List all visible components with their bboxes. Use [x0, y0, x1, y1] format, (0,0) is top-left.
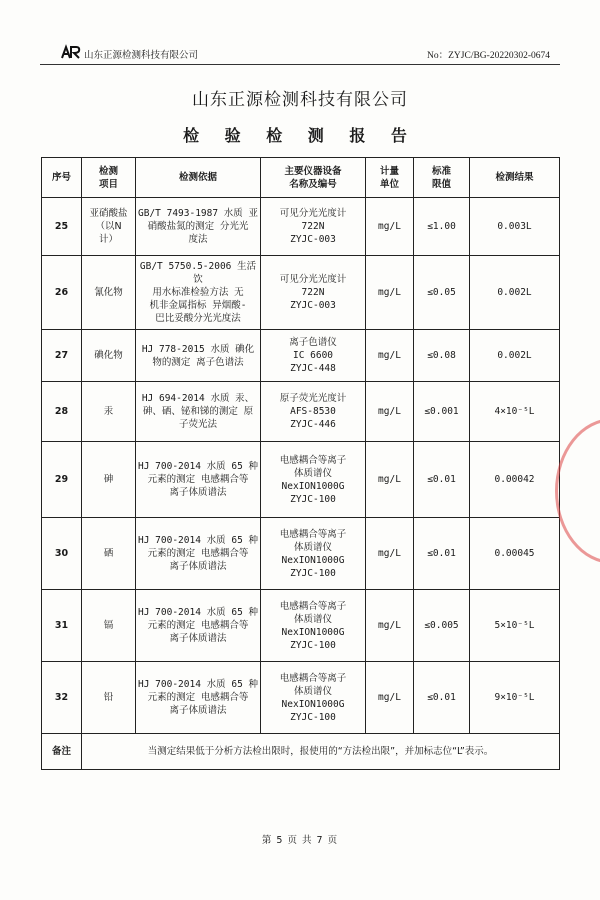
header-result: 检测结果: [470, 158, 560, 198]
table-row: [42, 330, 560, 382]
row-limit: ≤0.005: [414, 590, 470, 662]
row-limit: ≤0.01: [414, 442, 470, 518]
header-unit: [366, 158, 414, 198]
row-result: 0.00045: [470, 518, 560, 590]
row-seq: 26: [42, 256, 82, 330]
header-basis: 检测依据: [136, 158, 261, 198]
table-row: [42, 198, 560, 256]
remark-text: 当测定结果低于分析方法检出限时，报使用的“方法检出限”，并加标志位“L”表示。: [82, 734, 560, 770]
row-item: 硒: [82, 518, 136, 590]
row-seq: 28: [42, 382, 82, 442]
company-title: 山东正源检测科技有限公司: [192, 90, 408, 110]
row-seq: 32: [42, 662, 82, 734]
table-row: [42, 382, 560, 442]
row-unit: mg/L: [366, 442, 414, 518]
row-basis: HJ 700-2014 水质 65 种 元素的测定 电感耦合等 离子体质谱法: [136, 662, 261, 734]
row-basis: GB/T 7493-1987 水质 亚 硝酸盐氮的测定 分光光 度法: [136, 198, 261, 256]
row-item: 镉: [82, 590, 136, 662]
row-item: 砷: [82, 442, 136, 518]
header-unit-text: 计量 单位: [379, 165, 399, 190]
company-logo-icon: [60, 44, 82, 60]
row-limit: ≤0.08: [414, 330, 470, 382]
row-instrument: 原子荧光光度计 AFS-8530 ZYJC-446: [261, 382, 366, 442]
row-result: 9×10⁻⁵L: [470, 662, 560, 734]
row-result: 4×10⁻⁵L: [470, 382, 560, 442]
row-unit: mg/L: [366, 590, 414, 662]
row-result: 0.002L: [470, 256, 560, 330]
row-limit: ≤0.05: [414, 256, 470, 330]
row-basis: HJ 778-2015 水质 碘化 物的测定 离子色谱法: [136, 330, 261, 382]
row-limit: ≤0.01: [414, 662, 470, 734]
header-item-text: 检测 项目: [98, 165, 118, 190]
row-limit: ≤0.001: [414, 382, 470, 442]
row-limit: ≤0.01: [414, 518, 470, 590]
table-header-row: [42, 158, 560, 198]
row-unit: mg/L: [366, 518, 414, 590]
row-unit: mg/L: [366, 330, 414, 382]
remark-label: 备注: [42, 734, 82, 770]
official-seal: [555, 418, 600, 564]
header-company-name: 山东正源检测科技有限公司: [84, 50, 199, 61]
row-seq: 30: [42, 518, 82, 590]
row-basis: HJ 700-2014 水质 65 种 元素的测定 电感耦合等 离子体质谱法: [136, 442, 261, 518]
row-item: 汞: [82, 382, 136, 442]
header-instrument-text: 主要仪器设备 名称及编号: [284, 165, 342, 190]
row-basis: HJ 700-2014 水质 65 种 元素的测定 电感耦合等 离子体质谱法: [136, 518, 261, 590]
row-item: 亚硝酸盐 （以N 计）: [82, 198, 136, 256]
remark-row: [42, 734, 560, 770]
header-item: [82, 158, 136, 198]
row-limit: ≤1.00: [414, 198, 470, 256]
row-seq: 27: [42, 330, 82, 382]
row-instrument: 电感耦合等离子 体质谱仪 NexION1000G ZYJC-100: [261, 590, 366, 662]
row-item: 碘化物: [82, 330, 136, 382]
table-row: [42, 662, 560, 734]
row-basis: GB/T 5750.5-2006 生活饮 用水标准检验方法 无 机非金属指标 异烟酸- 巴比妥酸分光光度法: [136, 256, 261, 330]
header-seq: 序号: [42, 158, 82, 198]
row-result: 0.002L: [470, 330, 560, 382]
row-unit: mg/L: [366, 198, 414, 256]
page-header: [40, 40, 560, 65]
row-unit: mg/L: [366, 256, 414, 330]
row-instrument: 离子色谱仪 IC 6600 ZYJC-448: [261, 330, 366, 382]
test-results-table: [41, 157, 560, 770]
header-limit: [414, 158, 470, 198]
table-row: [42, 518, 560, 590]
row-seq: 31: [42, 590, 82, 662]
report-title: 检 验 检 测 报 告: [183, 126, 417, 145]
page-number: 第 5 页 共 7 页: [261, 835, 339, 846]
row-basis: HJ 694-2014 水质 汞、 砷、硒、铋和锑的测定 原 子荧光法: [136, 382, 261, 442]
row-unit: mg/L: [366, 382, 414, 442]
report-number: No：ZYJC/BG-20220302-0674: [427, 51, 550, 61]
header-limit-text: 标准 限值: [431, 165, 451, 190]
row-result: 5×10⁻⁵L: [470, 590, 560, 662]
row-seq: 29: [42, 442, 82, 518]
table-row: [42, 256, 560, 330]
header-instrument: [261, 158, 366, 198]
row-instrument: 电感耦合等离子 体质谱仪 NexION1000G ZYJC-100: [261, 662, 366, 734]
row-result: 0.00042: [470, 442, 560, 518]
row-result: 0.003L: [470, 198, 560, 256]
row-unit: mg/L: [366, 662, 414, 734]
row-item: 氰化物: [82, 256, 136, 330]
row-basis: HJ 700-2014 水质 65 种 元素的测定 电感耦合等 离子体质谱法: [136, 590, 261, 662]
row-instrument: 可见分光光度计 722N ZYJC-003: [261, 256, 366, 330]
table-row: [42, 590, 560, 662]
row-instrument: 电感耦合等离子 体质谱仪 NexION1000G ZYJC-100: [261, 518, 366, 590]
row-seq: 25: [42, 198, 82, 256]
table-row: [42, 442, 560, 518]
row-instrument: 电感耦合等离子 体质谱仪 NexION1000G ZYJC-100: [261, 442, 366, 518]
row-instrument: 可见分光光度计 722N ZYJC-003: [261, 198, 366, 256]
row-item: 铅: [82, 662, 136, 734]
